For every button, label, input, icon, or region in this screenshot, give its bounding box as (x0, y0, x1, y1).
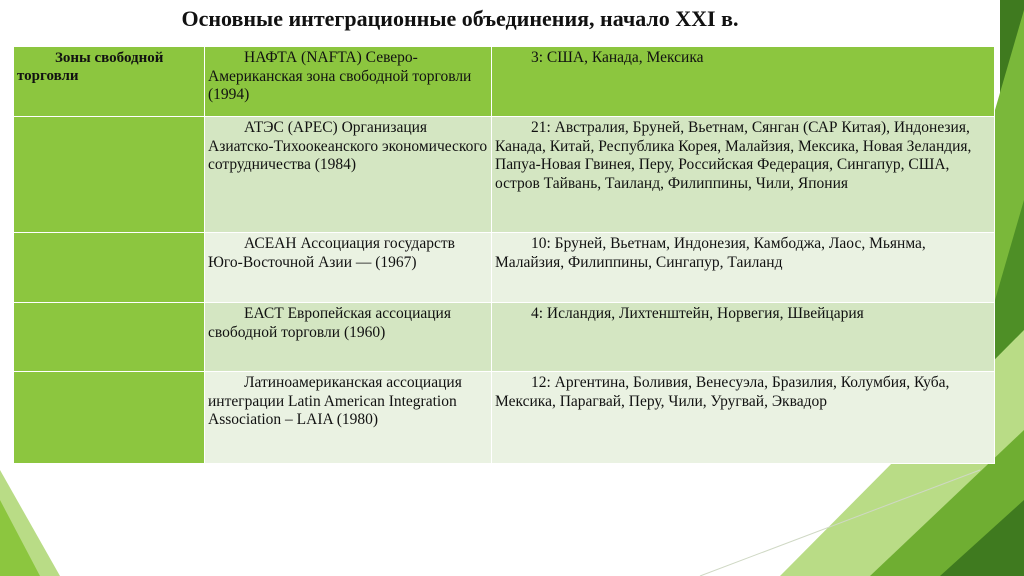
members-list: 10: Бруней, Вьетнам, Индонезия, Камбоджа, Лаос, Мьянма, Малайзия, Филиппины, Сингапур, Таиланд (495, 235, 926, 271)
zone-cell (14, 117, 205, 233)
members-cell (492, 303, 995, 372)
org-name: НАФТА (NAFTA) Северо-Американская зона свободной торговли (1994) (208, 49, 472, 103)
org-name: ЕАСТ Европейская ассоциация свободной торговли (1960) (208, 305, 451, 341)
org-cell (205, 233, 492, 303)
table-row (14, 47, 995, 117)
org-name: АСЕАН Ассоциация государств Юго-Восточной Азии — (1967) (208, 235, 455, 271)
table-row (14, 233, 995, 303)
org-cell (205, 47, 492, 117)
zone-cell (14, 47, 205, 117)
org-name: АТЭС (APEC) Организация Азиатско-Тихоокеанского экономического сотрудничества (1984) (208, 119, 488, 173)
members-cell (492, 117, 995, 233)
zone-cell (14, 303, 205, 372)
members-list: 21: Австралия, Бруней, Вьетнам, Сянган (САР Китая), Индонезия, Канада, Китай, Республика Корея, Малайзия, Мексика, Новая Зеландия, Папуа-Новая Гвинея, Перу, Российская Федерация, Сингапур, США, остров Тайвань, Таиланд, Филиппины, Чили, Япония (495, 119, 972, 192)
members-cell (492, 47, 995, 117)
zone-label: Зоны свободной торговли (17, 50, 164, 84)
members-cell (492, 233, 995, 303)
table-row (14, 117, 995, 233)
org-cell (205, 303, 492, 372)
zone-cell (14, 372, 205, 464)
org-cell (205, 372, 492, 464)
zone-cell (14, 233, 205, 303)
members-list: 4: Исландия, Лихтенштейн, Норвегия, Швейцария (531, 305, 864, 322)
slide-title: Основные интеграционные объединения, начало XXI в. (181, 6, 739, 31)
members-list: 3: США, Канада, Мексика (531, 49, 704, 66)
org-name: Латиноамериканская ассоциация интеграции Latin American Integration Association – LAIA (1980) (208, 374, 462, 428)
org-cell (205, 117, 492, 233)
members-cell (492, 372, 995, 464)
integration-table (13, 46, 995, 464)
members-list: 12: Аргентина, Боливия, Венесуэла, Бразилия, Колумбия, Куба, Мексика, Парагвай, Перу, Чили, Уругвай, Эквадор (495, 374, 950, 410)
table-row (14, 303, 995, 372)
table-row (14, 372, 995, 464)
